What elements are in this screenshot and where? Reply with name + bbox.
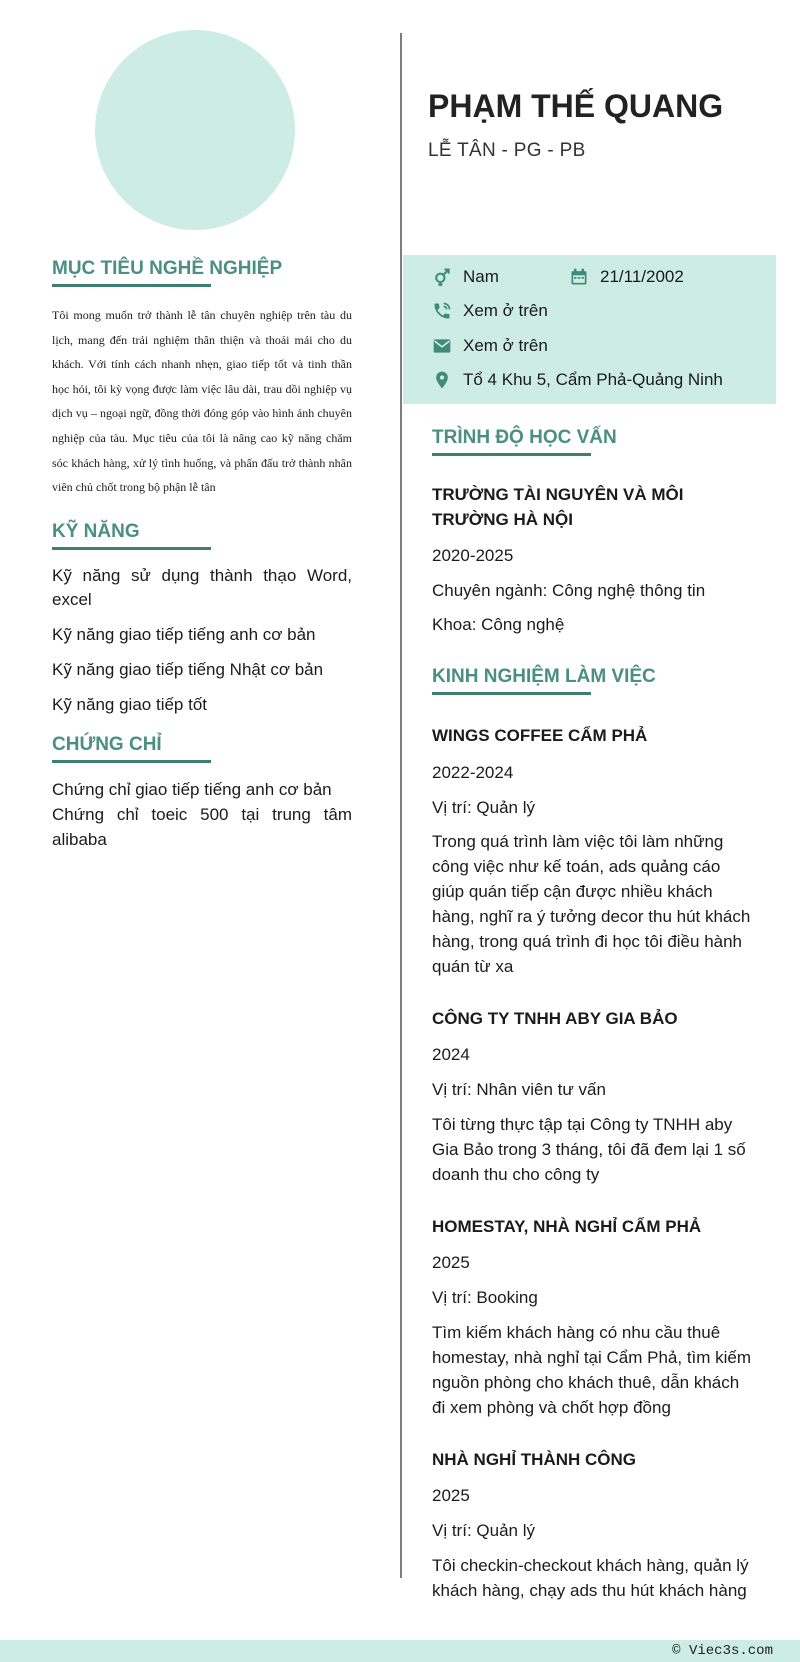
certificate-item: Chứng chỉ giao tiếp tiếng anh cơ bản (52, 780, 332, 799)
address-value: Tổ 4 Khu 5, Cẩm Phả-Quảng Ninh (463, 370, 723, 389)
education-section (432, 427, 752, 456)
job-description: Tôi checkin-checkout khách hàng, quản lý khách hàng, chạy ads thu hút khách hàng (432, 1556, 749, 1600)
education-faculty: Khoa: Công nghệ (432, 615, 565, 634)
birthday-row (568, 266, 684, 288)
job-company: CÔNG TY TNHH ABY GIA BẢO (432, 1009, 678, 1028)
gender-value: Nam (463, 267, 499, 286)
contact-panel (403, 255, 776, 404)
experience-title: KINH NGHIỆM LÀM VIỆC (432, 666, 656, 687)
job-years: 2022-2024 (432, 763, 514, 782)
calendar-icon (568, 266, 590, 288)
skills-underline (52, 547, 211, 550)
education-underline (432, 453, 591, 456)
email-row (431, 335, 548, 357)
footer-credit: © Viec3s.com (672, 1643, 773, 1659)
candidate-name: PHẠM THẾ QUANG (428, 88, 724, 124)
objective-title: MỤC TIÊU NGHỀ NGHIỆP (52, 258, 283, 279)
skill-item: Kỹ năng sử dụng thành thạo Word, excel (52, 566, 352, 609)
job-position: Vị trí: Booking (432, 1288, 538, 1307)
certificates-underline (52, 760, 211, 763)
skills-title: KỸ NĂNG (52, 521, 140, 542)
objective-underline (52, 284, 211, 287)
job-title: LỄ TÂN - PG - PB (428, 140, 586, 161)
certificates-section (52, 734, 352, 763)
education-title: TRÌNH ĐỘ HỌC VẤN (432, 427, 617, 448)
birthday-value: 21/11/2002 (600, 267, 684, 286)
objective-section (52, 258, 352, 287)
school-name: TRƯỜNG TÀI NGUYÊN VÀ MÔI TRƯỜNG HÀ NỘI (432, 485, 684, 529)
certificate-item: Chứng chỉ toeic 500 tại trung tâm alibaba (52, 805, 352, 849)
job-description: Tìm kiếm khách hàng có nhu cầu thuê homestay, nhà nghỉ tại Cẩm Phả, tìm kiếm nguồn phòng cho khách thuê, dẫn khách đi xem phòng và chốt hợp đồng (432, 1323, 752, 1417)
job-position: Vị trí: Nhân viên tư vấn (432, 1080, 606, 1099)
skill-item: Kỹ năng giao tiếp tốt (52, 695, 208, 714)
phone-row (431, 300, 548, 322)
job-company: WINGS COFFEE CẨM PHẢ (432, 726, 648, 745)
email-icon (431, 335, 453, 357)
phone-value: Xem ở trên (463, 301, 548, 320)
experience-underline (432, 692, 591, 695)
email-value: Xem ở trên (463, 336, 548, 355)
job-position: Vị trí: Quản lý (432, 1521, 535, 1540)
skill-item: Kỹ năng giao tiếp tiếng anh cơ bản (52, 625, 316, 644)
skill-item: Kỹ năng giao tiếp tiếng Nhật cơ bản (52, 660, 324, 679)
footer-bar (0, 1640, 800, 1662)
education-years: 2020-2025 (432, 546, 514, 565)
job-company: HOMESTAY, NHÀ NGHỈ CẨM PHẢ (432, 1217, 702, 1236)
avatar (95, 30, 295, 230)
gender-row (431, 266, 499, 288)
education-major: Chuyên ngành: Công nghệ thông tin (432, 581, 706, 600)
experience-section (432, 666, 752, 695)
job-description: Tôi từng thực tập tại Công ty TNHH aby Gia Bảo trong 3 tháng, tôi đã đem lại 1 số doanh thu cho công ty (432, 1115, 746, 1184)
column-divider (400, 33, 402, 1578)
objective-text: Tôi mong muốn trở thành lễ tân chuyên nghiệp trên tàu du lịch, mang đến trải nghiệm thân thiện và thoải mái cho du khách. Với tính cách nhanh nhẹn, giao tiếp tốt và tinh thần học hỏi, tôi kỳ vọng được làm việc lâu dài, trau dồi nghiệp vụ dịch vụ – ngoại ngữ, đồng thời đóng góp vào hình ảnh chuyên nghiệp của tàu. Mục tiêu của tôi là nâng cao kỹ năng chăm sóc khách hàng, xử lý tình huống, và phấn đấu trở thành nhân viên chủ chốt trong bộ phận lễ tân (52, 308, 352, 495)
phone-icon (431, 300, 453, 322)
job-company: NHÀ NGHỈ THÀNH CÔNG (432, 1450, 636, 1469)
job-position: Vị trí: Quản lý (432, 798, 535, 817)
job-years: 2025 (432, 1486, 470, 1505)
job-description: Trong quá trình làm việc tôi làm những công việc như kế toán, ads quảng cáo giúp quán tiếp cận được nhiều khách hàng, nghĩ ra ý tưởng decor thu hút khách hàng, trong quá trình đi học tôi điều hành quán từ xa (432, 832, 751, 976)
certificates-title: CHỨNG CHỈ (52, 734, 162, 755)
skills-section (52, 521, 352, 550)
gender-icon (431, 266, 453, 288)
address-row (431, 369, 723, 391)
job-years: 2024 (432, 1045, 470, 1064)
job-years: 2025 (432, 1253, 470, 1272)
location-icon (431, 369, 453, 391)
